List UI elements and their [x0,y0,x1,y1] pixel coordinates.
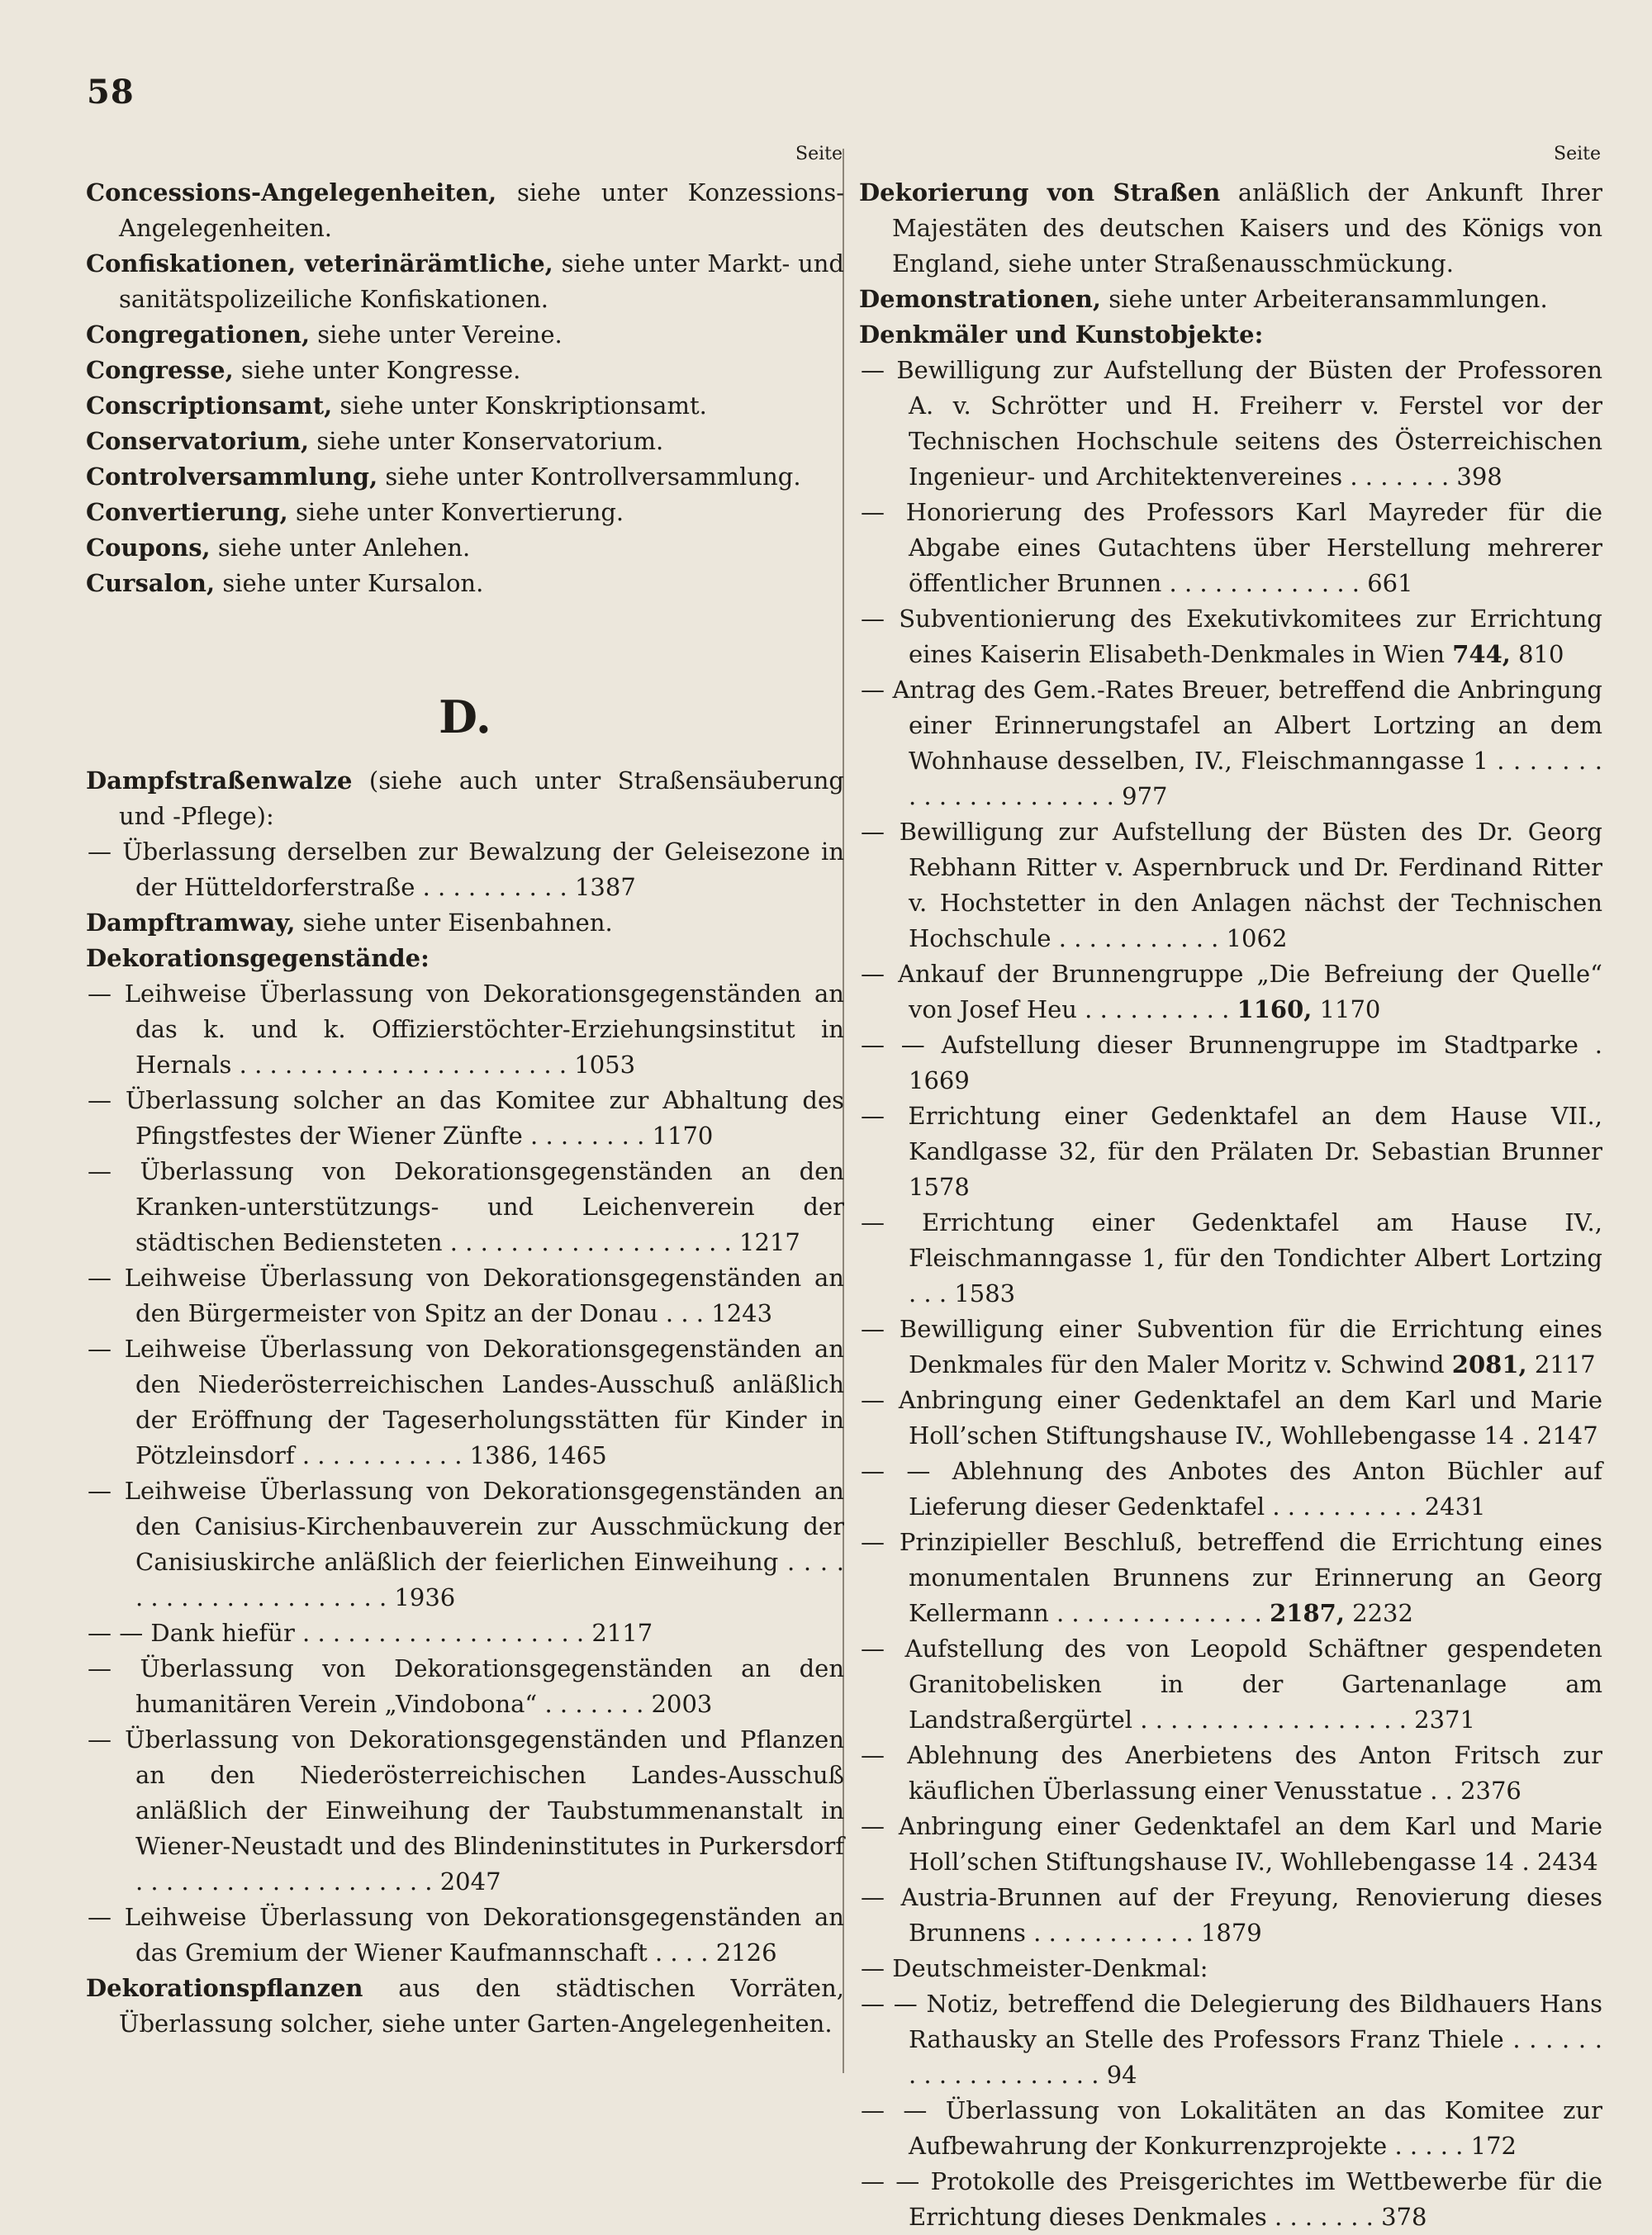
index-entry [859,175,1602,282]
entry-text: — Anbringung einer Gedenktafel an dem Karl und Marie Holl’schen Stiftungshause IV., Wohllebengasse 14 . [861,1386,1602,1450]
page-ref-bold: 744, [1452,640,1511,668]
page-ref: 2376 [1460,1777,1521,1805]
entry-text: siehe unter Arbeiteransammlungen. [1108,285,1548,313]
entry-heading: Dampfstraßenwalze [86,766,353,795]
right-column [859,145,1602,2235]
index-subentry [859,1383,1602,1454]
index-subentry [86,976,844,1083]
page-reference [909,1066,970,1094]
index-subentry [859,1809,1602,1880]
index-subentry [86,1154,844,1260]
index-subentry [86,1616,844,1651]
page-ref: 2003 [651,1690,713,1718]
index-subentry [86,834,844,905]
page-reference [1445,1350,1596,1378]
entry-text: — Aufstellung des von Leopold Schäftner gespendeten Granitobelisken in der Gartenanlage am Landstraßergürtel . . . . . . . . . . . . . . . . . . [861,1635,1602,1734]
entry-text: — Leihweise Überlassung von Dekorationsgegenständen an das k. und k. Offizierstöchter-Erziehungsinstitut in Hernals . . . . . . . . . . . . . . . . . . . . . . [88,980,844,1079]
index-subentry [859,495,1602,601]
page-reference [909,1173,970,1201]
index-subentry [859,1099,1602,1205]
entry-text: — Prinzipieller Beschluß, betreffend die Errichtung eines monumentalen Brunnens zur Erinnerung an Georg Kellermann . . . . . . . . . . . . . . [861,1528,1602,1627]
index-entry [86,353,844,388]
entry-text: siehe unter Vereine. [317,320,563,349]
left-d-entries [86,763,844,2042]
page-reference [1194,1919,1262,1947]
index-subentry [859,1027,1602,1099]
index-subentry [859,1205,1602,1312]
entry-text: — — Dank hiefür . . . . . . . . . . . . . . . . . . . [88,1619,585,1647]
index-entry [86,495,844,530]
seite-label-right: Seite [1554,144,1601,164]
index-subentry [86,1331,844,1473]
entry-heading: Dekorierung von Straßen [859,178,1221,206]
entry-text: — Bewilligung einer Subvention für die Errichtung eines Denkmales für den Maler Moritz v. Schwind [861,1315,1602,1378]
entry-text: — Leihweise Überlassung von Dekorationsgegenständen an das Gremium der Wiener Kaufmannschaft . . . . [88,1903,844,1967]
entry-text: — — Ablehnung des Anbotes des Anton Büchler auf Lieferung dieser Gedenktafel . . . . . . . . . . [861,1457,1602,1521]
index-subentry [86,1473,844,1616]
page-number: 58 [87,73,135,112]
index-subentry [859,2093,1602,2164]
entry-text: — Honorierung des Professors Karl Mayreder für die Abgabe eines Gutachtens über Herstellung mehrerer öffentlicher Brunnen . . . . . . . . . . . . . [861,498,1602,597]
entry-text: — Austria-Brunnen auf der Freyung, Renovierung dieses Brunnens . . . . . . . . . . . [861,1883,1602,1947]
page-reference [644,1122,713,1150]
page-reference [1445,640,1564,668]
index-subentry [86,1651,844,1722]
page-ref: 977 [1122,782,1168,810]
page-ref: 2126 [715,1938,777,1967]
page-ref: 1243 [711,1299,773,1327]
left-column [86,145,844,2042]
entry-text: siehe unter Kongresse. [240,356,521,384]
index-entry [86,941,844,976]
index-subentry [859,2164,1602,2235]
page-ref-bold: 2081, [1451,1350,1527,1378]
index-entry [859,282,1602,317]
entry-heading: Concessions-Angelegenheiten, [86,178,497,206]
entry-text: — Bewilligung zur Aufstellung der Büsten der Professoren A. v. Schrötter und H. Freiherr v. Ferstel vor der Technischen Hochschule seitens des Österreichischen Ingenieur- und Architektenvereines . . . . . . . [861,356,1602,491]
index-entry [86,763,844,834]
page-ref: 2047 [439,1867,501,1896]
index-subentry [86,1722,844,1900]
page-reference [1530,1421,1598,1450]
entry-text: — Bewilligung zur Aufstellung der Büsten des Dr. Georg Rebhann Ritter v. Aspernbruck und Dr. Ferdinand Ritter v. Hochstetter in den Anlagen nächst der Technischen Hochschule . . . . . . . . . . . [861,818,1602,952]
page-ref: 1936 [394,1583,456,1611]
entry-heading: Confiskationen, veterinärämtliche, [86,249,553,278]
page-ref: 1583 [954,1279,1016,1307]
right-d-entries [859,175,1602,2235]
index-subentry [859,1951,1602,1986]
page-ref: 2371 [1414,1706,1475,1734]
page-reference [704,1299,772,1327]
page-reference [1360,569,1413,597]
entry-heading: Conservatorium, [86,427,310,455]
entry-text: siehe unter Konzessions-Angelegenheiten. [119,178,845,242]
index-subentry [859,672,1602,814]
page-reference [1218,924,1287,952]
page-ref: 378 [1381,2203,1427,2231]
page-ref: 1386, 1465 [469,1441,607,1469]
entry-text: — — Überlassung von Lokalitäten an das Komitee zur Aufbewahrung der Konkurrenzprojekte . . . . . [861,2096,1602,2160]
index-subentry [86,1900,844,1971]
entry-text: — Überlassung von Dekorationsgegenständen an den Kranken-unterstützungs- und Leichenverein der städtischen Bediensteten . . . . . . . . . . . . . . . . . . . [88,1157,844,1256]
page-reference [1463,2132,1517,2160]
index-subentry [859,1880,1602,1951]
entry-text: siehe unter Markt- und sanitätspolizeiliche Konfiskationen. [119,249,844,313]
entry-text: — Errichtung einer Gedenktafel an dem Hause VII., Kandlgasse 32, für den Prälaten Dr. Sebastian Brunner [861,1102,1602,1165]
entry-heading: Dekorationsgegenstände: [86,944,430,972]
page-reference [1099,2061,1137,2089]
page-ref: 1578 [909,1173,970,1201]
index-subentry [859,601,1602,672]
entry-heading: Dekorationspflanzen [86,1974,363,2002]
entry-text: siehe unter Anlehen. [217,534,471,562]
page-reference [567,873,636,901]
entry-text: — Überlassung von Dekorationsgegenständen und Pflanzen an den Niederösterreichischen Landes-Ausschuß anläßlich der Einweihung der Taubstummenanstalt in Wiener-Neustadt und des Blindeninstitutes in Purkersdorf . . . . . . . . . . . . . . . . . . . . [88,1725,844,1896]
left-c-entries [86,175,844,601]
page-ref: 810 [1518,640,1564,668]
page-ref: 1879 [1200,1919,1262,1947]
entry-text: — Antrag des Gem.-Rates Breuer, betreffend die Anbringung einer Erinnerungstafel an Albert Lortzing an dem Wohnhause desselben, IV., Fleischmanngasse 1 . . . . . . . . . . . . . . . . . . . . . [861,676,1602,810]
index-subentry [859,1738,1602,1809]
entry-text: aus den städtischen Vorräten, Überlassung solcher, siehe unter Garten-Angelegenheiten. [119,1974,844,2038]
index-subentry [86,1083,844,1154]
page-reference [1417,1492,1486,1521]
index-subentry [859,956,1602,1027]
entry-text: siehe unter Konservatorium. [316,427,664,455]
page-ref: 2117 [591,1619,653,1647]
index-subentry [859,1631,1602,1738]
page-ref: 2431 [1424,1492,1486,1521]
index-entry [86,317,844,353]
page-ref: 398 [1456,463,1502,491]
entry-heading: Demonstrationen, [859,285,1101,313]
entry-text: siehe unter Kursalon. [222,569,484,597]
seite-label-left: Seite [795,144,843,164]
entry-text: (siehe auch unter Straßensäuberung und -Pflege): [119,766,844,830]
index-subentry [859,814,1602,956]
index-entry [86,459,844,495]
entry-heading: Convertierung, [86,498,288,526]
page-reference [709,1938,777,1967]
page-ref: 172 [1470,2132,1517,2160]
entry-text: anläßlich der Ankunft Ihrer Majestäten des deutschen Kaisers und des Königs von England, siehe unter Straßenausschmückung. [892,178,1603,278]
page-reference [1449,463,1502,491]
page-reference [387,1583,455,1611]
entry-heading: Congresse, [86,356,234,384]
page-ref-bold: 1160, [1237,995,1313,1023]
index-entry [86,175,844,246]
entry-text: — Leihweise Überlassung von Dekorationsgegenständen an den Niederösterreichischen Landes-Ausschuß anläßlich der Eröffnung der Tageserholungsstätten für Kinder in Pötzleinsdorf . . . . . . . . . . . [88,1335,844,1469]
entry-text: — Ablehnung des Anerbietens des Anton Fritsch zur käuflichen Überlassung einer Venusstatue . . [861,1741,1602,1805]
index-entry [86,530,844,566]
entry-text: — — Aufstellung dieser Brunnengruppe im Stadtparke . [861,1031,1602,1059]
page-ref: 94 [1106,2061,1137,2089]
page-ref: 1170 [1319,995,1381,1023]
index-subentry [859,1454,1602,1525]
entry-text: — — Notiz, betreffend die Delegierung des Bildhauers Hans Rathausky an Stelle des Professors Franz Thiele . . . . . . . . . . . . . . . . . . . [861,1990,1602,2089]
page-ref: 1669 [909,1066,970,1094]
entry-text: — Deutschmeister-Denkmal: [861,1954,1208,1982]
entry-text: — Leihweise Überlassung von Dekorationsgegenständen an den Canisius-Kirchenbauverein zur Ausschmückung der Canisiuskirche anläßlich der feierlichen Einweihung . . . . . . . . . . . . . . . . . . . . . [88,1477,844,1611]
page-ref: 2117 [1534,1350,1596,1378]
index-entry [86,905,844,941]
index-entry [86,388,844,424]
page-reference [1407,1706,1475,1734]
index-subentry [859,1986,1602,2093]
page-ref: 1387 [574,873,636,901]
entry-text: — Errichtung einer Gedenktafel am Hause IV., Fleischmanngasse 1, für den Tondichter Albert Lortzing . . . [861,1208,1602,1307]
index-subentry [859,1525,1602,1631]
entry-heading: Congregationen, [86,320,311,349]
entry-heading: Dampftramway, [86,909,296,937]
page-reference [947,1279,1015,1307]
page-reference [1374,2203,1427,2231]
entry-text: siehe unter Konskriptionsamt. [339,391,707,420]
page-reference [732,1228,800,1256]
entry-text: siehe unter Eisenbahnen. [302,909,613,937]
entry-text: — Anbringung einer Gedenktafel an dem Karl und Marie Holl’schen Stiftungshause IV., Wohllebengasse 14 . [861,1812,1602,1876]
entry-text: — Ankauf der Brunnengruppe „Die Befreiung der Quelle“ von Josef Heu . . . . . . . . . . [861,960,1602,1023]
page-ref: 1217 [739,1228,800,1256]
entry-heading: Conscriptionsamt, [86,391,333,420]
entry-text: — — Protokolle des Preisgerichtes im Wettbewerbe für die Errichtung dieses Denkmales . . . . . . . [861,2167,1602,2231]
entry-heading: Controlversammlung, [86,463,378,491]
index-entry [859,317,1602,353]
page-reference [1530,1848,1598,1876]
page-ref: 2232 [1352,1599,1413,1627]
page-reference [1453,1777,1521,1805]
index-entry [86,1971,844,2042]
page-ref: 2434 [1536,1848,1598,1876]
page-reference [584,1619,653,1647]
index-subentry [859,1312,1602,1383]
index-subentry [859,353,1602,495]
page-reference [462,1441,606,1469]
section-letter: D. [439,690,491,743]
index-entry [86,424,844,459]
page-ref: 1053 [574,1051,636,1079]
entry-heading: Coupons, [86,534,211,562]
entry-text: — Überlassung derselben zur Bewalzung der Geleisezone in der Hütteldorferstraße . . . . . . . . . . [88,838,844,901]
index-subentry [86,1260,844,1331]
page-ref: 1170 [652,1122,714,1150]
entry-text: — Überlassung solcher an das Komitee zur Abhaltung des Pfingstfestes der Wiener Zünfte . . . . . . . . [88,1086,844,1150]
page-ref: 1062 [1226,924,1288,952]
entry-text: siehe unter Konvertierung. [296,498,624,526]
entry-text: — Überlassung von Dekorationsgegenständen an den humanitären Verein „Vindobona“ . . . . . . . [88,1654,844,1718]
entry-text: siehe unter Kontrollversammlung. [385,463,801,491]
page-ref: 661 [1367,569,1413,597]
page-reference [1114,782,1168,810]
page-reference [643,1690,712,1718]
page-reference [567,1051,635,1079]
index-entry [86,246,844,317]
page-reference [1229,995,1380,1023]
page-reference [433,1867,501,1896]
entry-heading: Denkmäler und Kunstobjekte: [859,320,1264,349]
entry-heading: Cursalon, [86,569,216,597]
page-ref-bold: 2187, [1270,1599,1345,1627]
entry-text: — Leihweise Überlassung von Dekorationsgegenständen an den Bürgermeister von Spitz an der Donau . . . [88,1264,844,1327]
index-entry [86,566,844,601]
page-reference [1262,1599,1413,1627]
page-ref: 2147 [1536,1421,1598,1450]
entry-text: — Subventionierung des Exekutivkomitees zur Errichtung eines Kaiserin Elisabeth-Denkmales in Wien [861,605,1602,668]
